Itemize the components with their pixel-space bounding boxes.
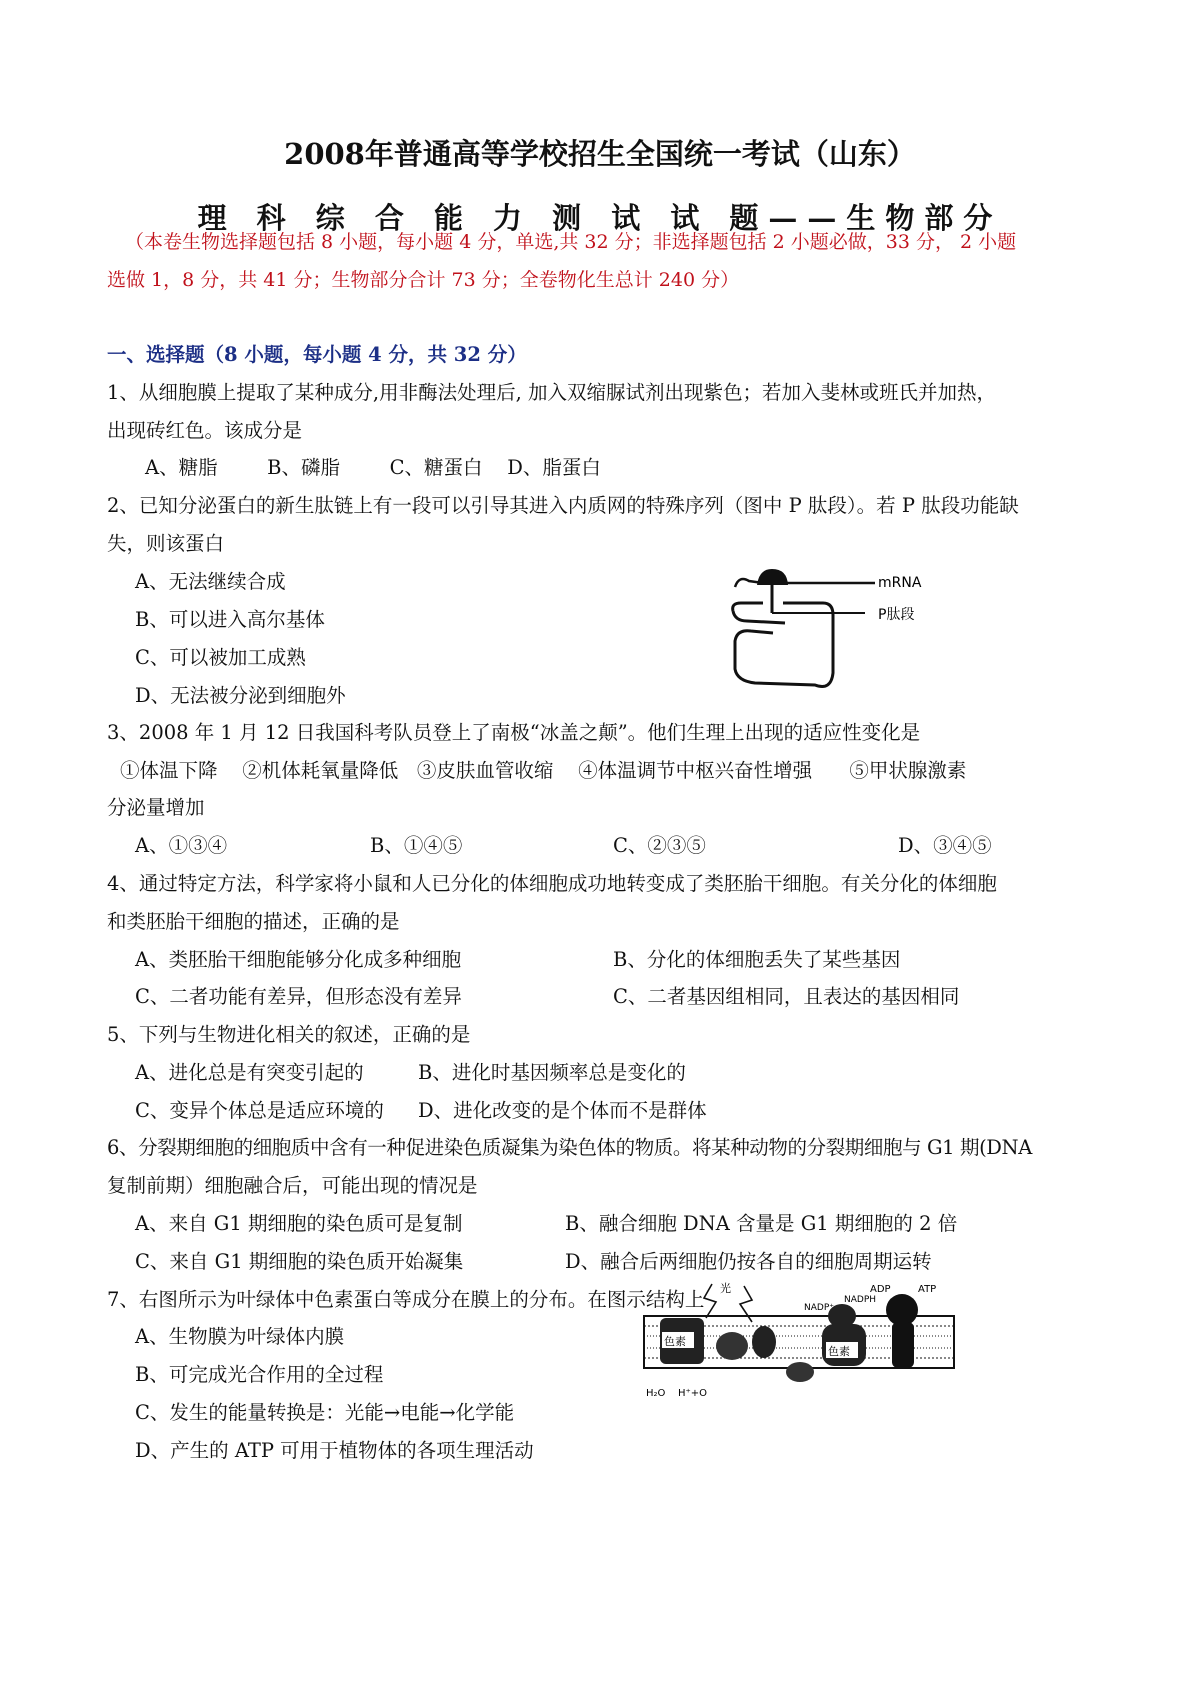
q7-stem: 7、右图所示为叶绿体中色素蛋白等成分在膜上的分布。在图示结构上 <box>107 1288 705 1311</box>
h2o-label: H₂O <box>646 1388 666 1399</box>
q6-stem-line1: 6、分裂期细胞的细胞质中含有一种促进染色质凝集为染色体的物质。将某种动物的分裂期细胞与 G1 期(DNA <box>107 1136 1032 1159</box>
q4-stem-line1: 4、通过特定方法，科学家将小鼠和人已分化的体细胞成功地转变成了类胚胎干细胞。有关分化的体细胞 <box>107 872 997 895</box>
q6-option-c: C、来自 G1 期细胞的染色质开始凝集 <box>135 1250 464 1273</box>
exam-note-line1: （本卷生物选择题包括 8 小题，每小题 4 分，单选,共 32 分；非选择题包括 2 小题必做，33 分， 2 小题 <box>125 231 1017 253</box>
q3-option-a: A、①③④ <box>135 834 228 857</box>
pigment-label-2: 色素 <box>828 1345 850 1358</box>
exam-title: 2008年普通高等学校招生全国统一考试（山东） <box>284 137 916 171</box>
q5-option-a: A、进化总是有突变引起的 <box>135 1061 364 1084</box>
pigment-label-1: 色素 <box>664 1335 686 1348</box>
atp-label: ATP <box>918 1284 937 1295</box>
q1-stem-line2: 出现砖红色。该成分是 <box>107 419 303 442</box>
q3-stem-line1: 3、2008 年 1 月 12 日我国科考队员登上了南极“冰盖之颠”。他们生理上出现的适应性变化是 <box>107 721 921 744</box>
q2-stem-line2: 失，则该蛋白 <box>107 532 225 555</box>
nadp-label: NADP⁺ <box>804 1303 834 1313</box>
q4-option-c: C、二者功能有差异，但形态没有差异 <box>135 985 462 1008</box>
exam-subtitle: 理 科 综 合 能 力 测 试 试 题——生物部分 <box>197 201 1003 235</box>
q3-stem-line3: 分泌量增加 <box>107 796 205 819</box>
q1-options: A、糖脂 B、磷脂 C、糖蛋白 D、脂蛋白 <box>145 456 601 479</box>
q3-option-d: D、③④⑤ <box>898 834 992 857</box>
q7-option-b: B、可完成光合作用的全过程 <box>135 1363 384 1386</box>
light-label: 光 <box>720 1282 731 1295</box>
ribosome-diagram <box>725 565 940 695</box>
section-heading: 一、选择题（8 小题，每小题 4 分，共 32 分） <box>107 343 527 366</box>
h-o-label: H⁺+O <box>678 1388 708 1399</box>
mrna-label: mRNA <box>878 575 922 591</box>
q5-option-d: D、进化改变的是个体而不是群体 <box>418 1099 707 1122</box>
q3-stem-line2: ①体温下降 ②机体耗氧量降低 ③皮肤血管收缩 ④体温调节中枢兴奋性增强 ⑤甲状腺激素 <box>120 759 967 782</box>
q4-stem-line2: 和类胚胎干细胞的描述，正确的是 <box>107 910 400 933</box>
q2-option-a: A、无法继续合成 <box>135 570 286 593</box>
exam-note-line2: 选做 1，8 分，共 41 分；生物部分合计 73 分；全卷物化生总计 240 分） <box>107 269 740 291</box>
adp-label: ADP <box>870 1284 891 1295</box>
q2-option-b: B、可以进入高尔基体 <box>135 608 325 631</box>
thylakoid-membrane-diagram <box>640 1278 960 1403</box>
q7-option-a: A、生物膜为叶绿体内膜 <box>135 1325 345 1348</box>
q4-option-b: B、分化的体细胞丢失了某些基因 <box>613 948 901 971</box>
q1-stem-line1: 1、从细胞膜上提取了某种成分,用非酶法处理后, 加入双缩脲试剂出现紫色；若加入斐林或班氏并加热， <box>107 381 997 404</box>
q7-option-d: D、产生的 ATP 可用于植物体的各项生理活动 <box>135 1439 534 1462</box>
q2-option-d: D、无法被分泌到细胞外 <box>135 684 346 707</box>
q4-option-a: A、类胚胎干细胞能够分化成多种细胞 <box>135 948 462 971</box>
q6-option-a: A、来自 G1 期细胞的染色质可是复制 <box>135 1212 463 1235</box>
q6-option-b: B、融合细胞 DNA 含量是 G1 期细胞的 2 倍 <box>565 1212 958 1235</box>
p-peptide-label: P肽段 <box>878 607 915 623</box>
q2-option-c: C、可以被加工成熟 <box>135 646 306 669</box>
q7-option-c: C、发生的能量转换是：光能→电能→化学能 <box>135 1401 515 1424</box>
q5-option-c: C、变异个体总是适应环境的 <box>135 1099 384 1122</box>
q2-stem-line1: 2、已知分泌蛋白的新生肽链上有一段可以引导其进入内质网的特殊序列（图中 P 肽段）。若 P 肽段功能缺 <box>107 494 1019 517</box>
q5-stem: 5、下列与生物进化相关的叙述，正确的是 <box>107 1023 471 1046</box>
q6-option-d: D、融合后两细胞仍按各自的细胞周期运转 <box>565 1250 932 1273</box>
q4-option-d: C、二者基因组相同，且表达的基因相同 <box>613 985 960 1008</box>
q5-option-b: B、进化时基因频率总是变化的 <box>418 1061 686 1084</box>
q6-stem-line2: 复制前期）细胞融合后，可能出现的情况是 <box>107 1174 478 1197</box>
nadph-label: NADPH <box>844 1295 877 1305</box>
q3-option-b: B、①④⑤ <box>370 834 463 857</box>
q3-option-c: C、②③⑤ <box>613 834 706 857</box>
